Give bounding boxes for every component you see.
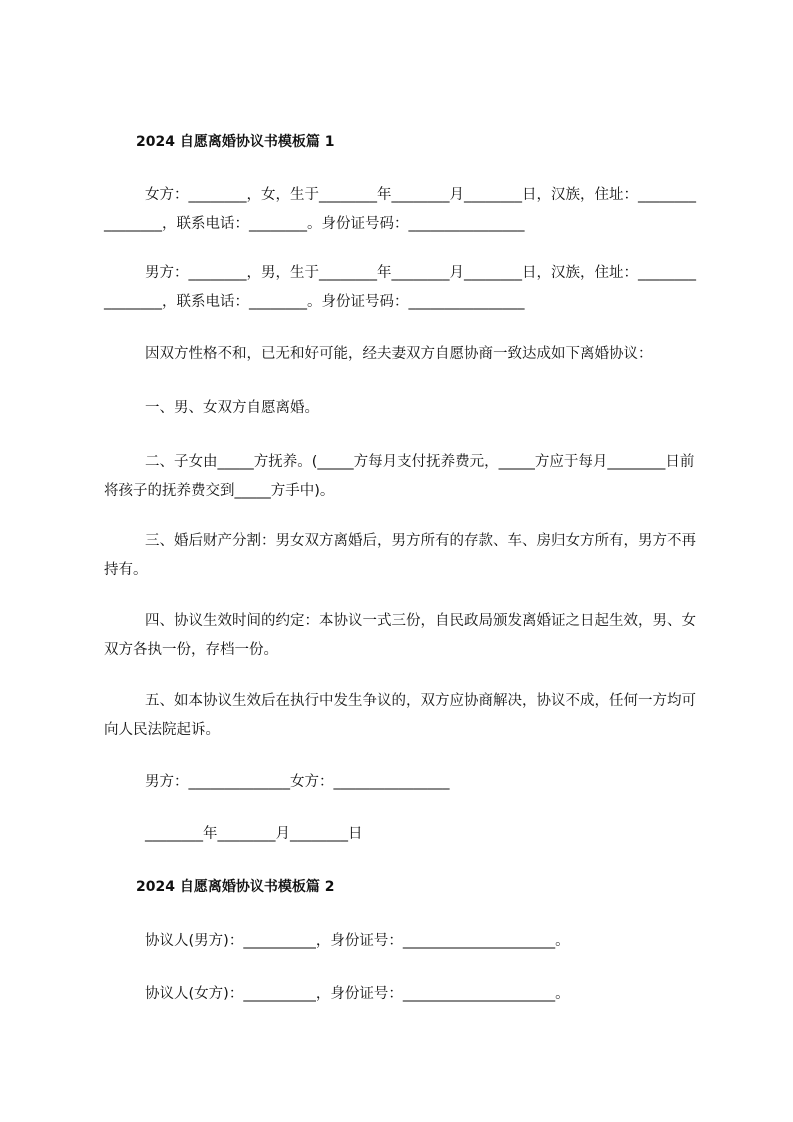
section1-title: 2024 自愿离婚协议书模板篇 1 <box>136 134 335 150</box>
clause-1: 一、男、女双方自愿离婚。 <box>145 400 319 416</box>
section2-title: 2024 自愿离婚协议书模板篇 2 <box>136 879 335 895</box>
clause-5: 五、如本协议生效后在执行中发生争议的，双方应协商解决，协议不成，任何一方均可向人民法院起诉。 <box>104 693 696 738</box>
female-party-paragraph: 女方：________，女，生于________年________月________日，汉族，住址：________________，联系电话：________。身份证号码：________________ <box>104 187 696 232</box>
party-female-line: 协议人(女方)：__________，身份证号：_____________________。 <box>145 986 570 1002</box>
clause-2: 二、子女由_____方抚养。(_____方每月支付抚养费元，_____方应于每月________日前将孩子的抚养费交到_____方手中)。 <box>104 454 695 499</box>
date-line: ________年________月________日 <box>145 826 363 842</box>
intro-paragraph: 因双方性格不和，已无和好可能，经夫妻双方自愿协商一致达成如下离婚协议： <box>145 346 653 362</box>
clause-3: 三、婚后财产分割：男女双方离婚后，男方所有的存款、车、房归女方所有，男方不再持有。 <box>104 533 696 578</box>
signature-line: 男方：______________女方：________________ <box>145 774 450 790</box>
male-party-paragraph: 男方：________，男，生于________年________月________日，汉族，住址：________________，联系电话：________。身份证号码：________________ <box>104 265 696 310</box>
party-male-line: 协议人(男方)：__________，身份证号：_____________________。 <box>145 933 570 949</box>
clause-4: 四、协议生效时间的约定：本协议一式三份，自民政局颁发离婚证之日起生效，男、女双方各执一份，存档一份。 <box>104 613 696 658</box>
